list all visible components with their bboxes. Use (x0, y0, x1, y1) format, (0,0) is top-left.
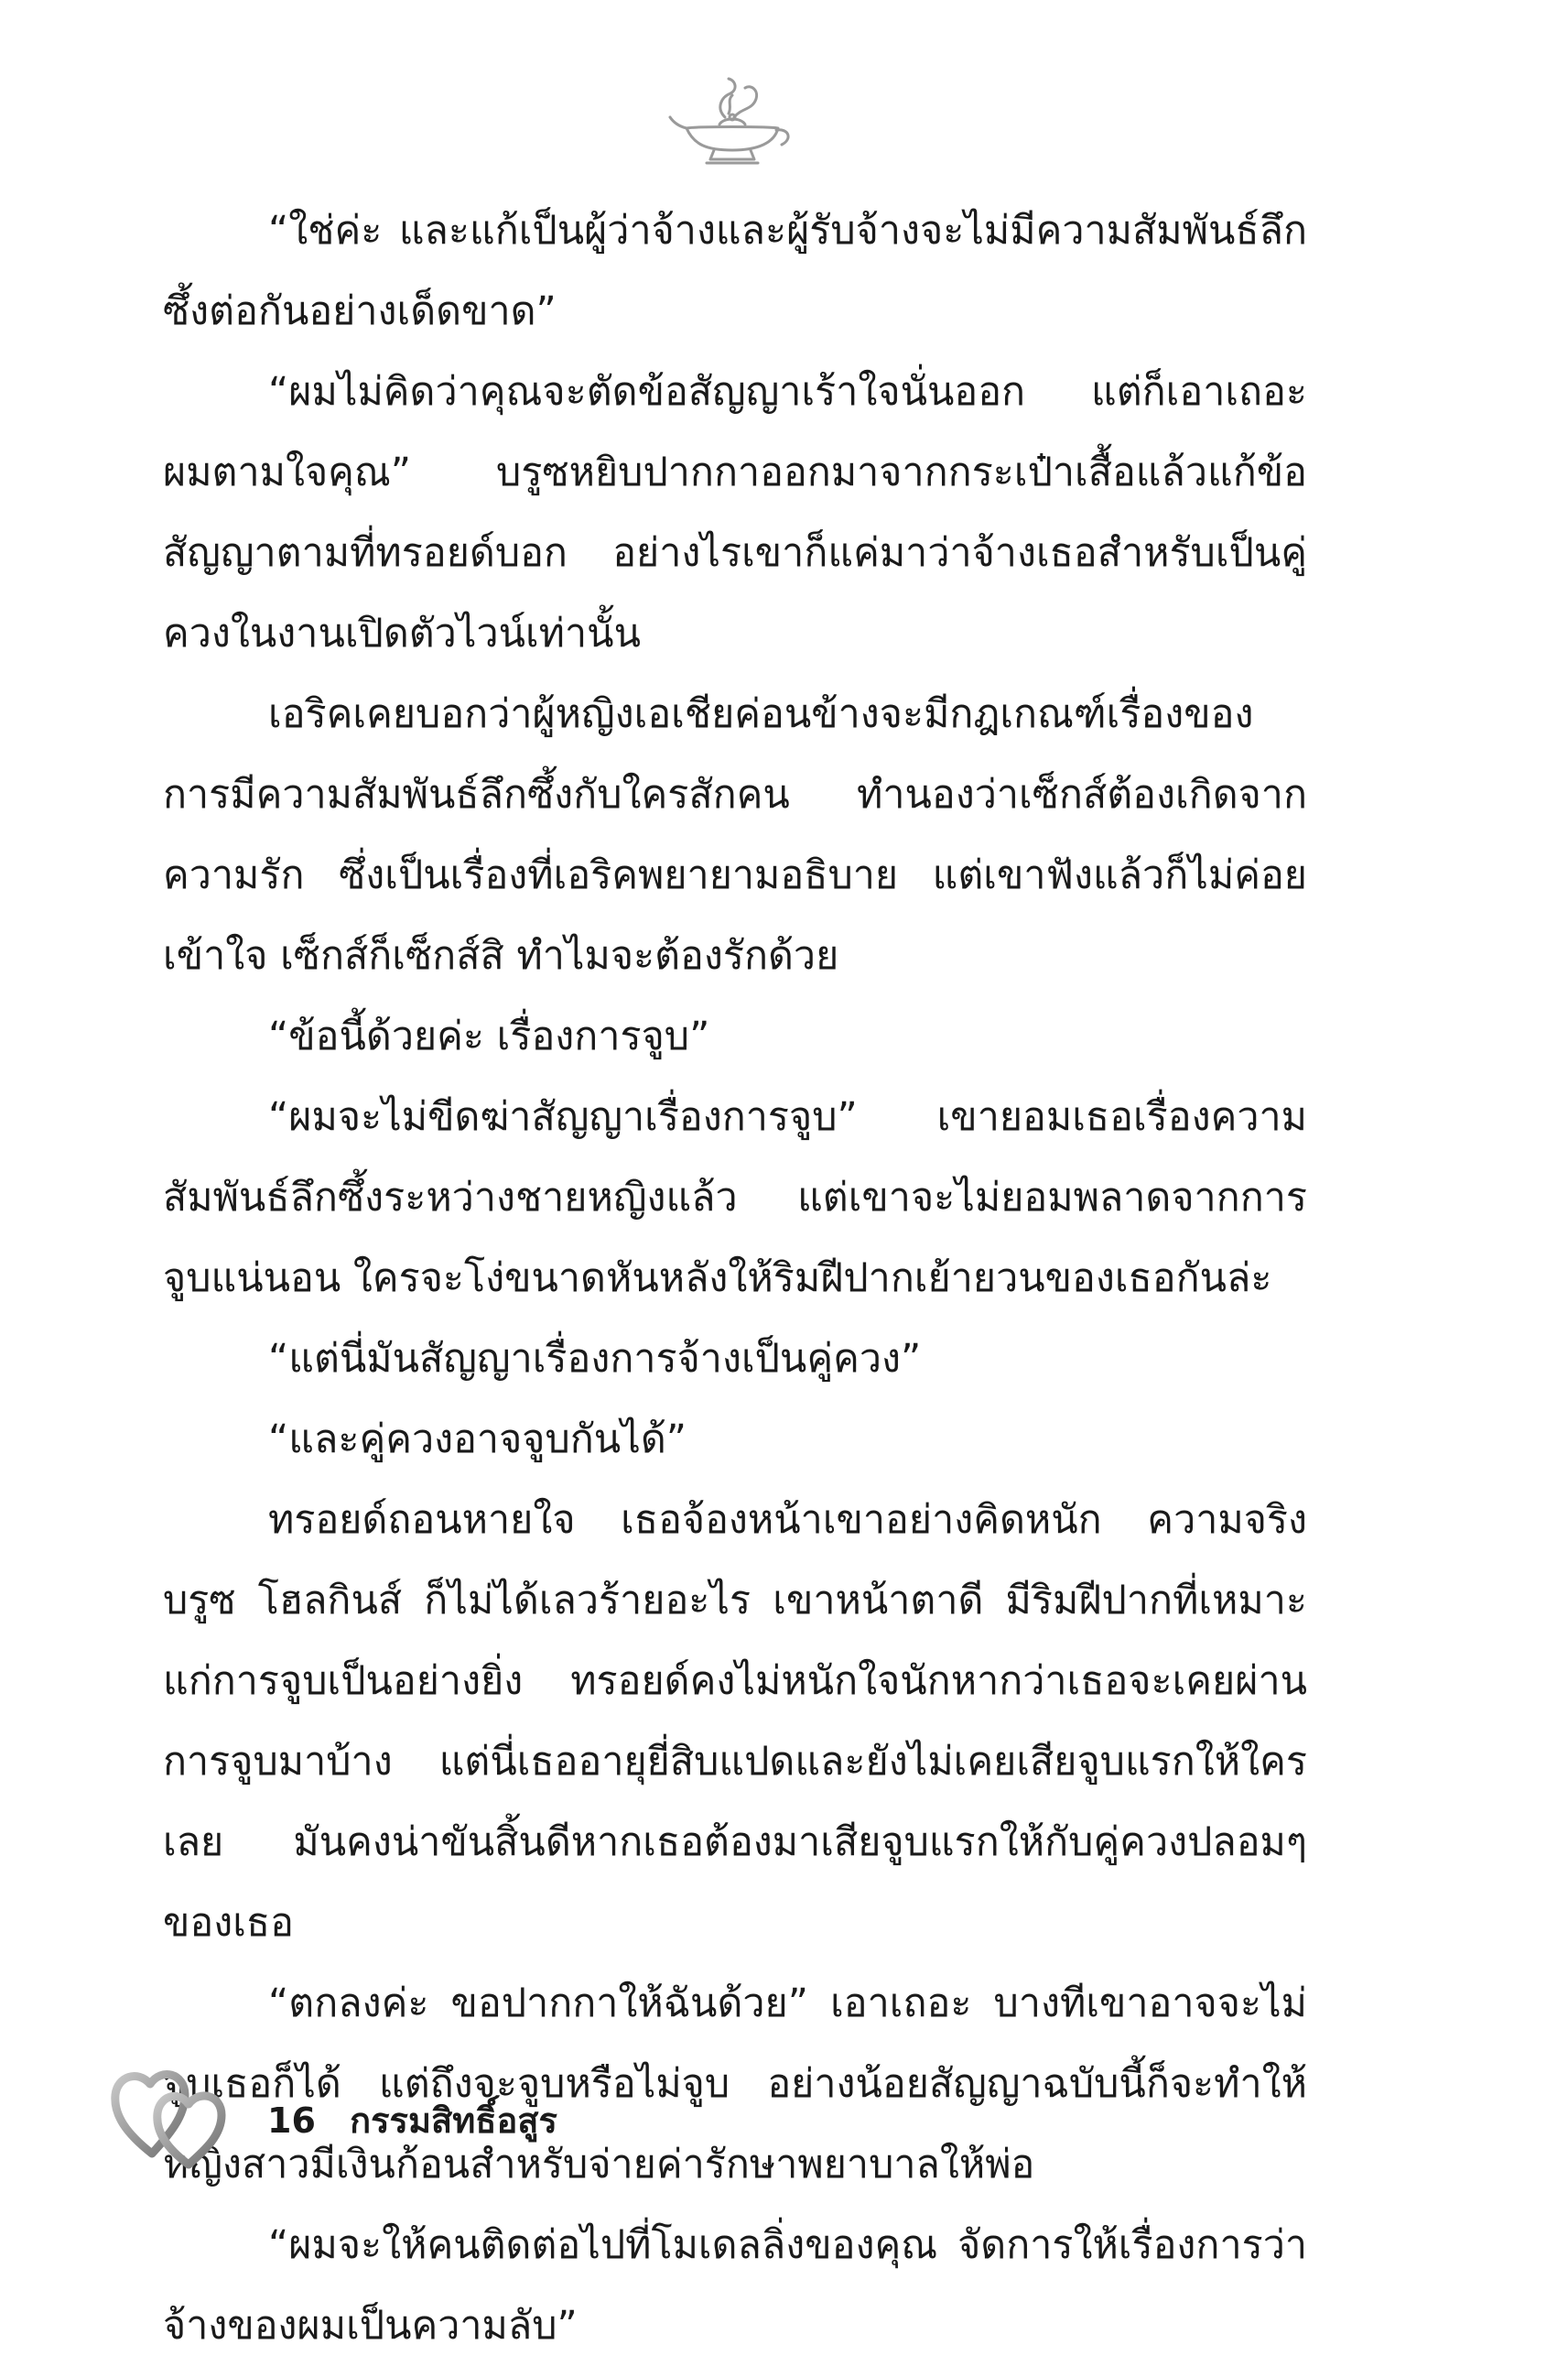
paragraph: “ตกลงค่ะ ขอปากกาให้ฉันด้วย” เอาเถอะ บางทีเขาอาจจะไม่จูบเธอก็ได้ แต่ถึงจะจูบหรือไม่จูบ อย่างน้อยสัญญาฉบับนี้ก็จะทำให้หญิงสาวมีเงินก้อนสำหรับจ่ายค่ารักษาพยาบาลให้พ่อ (163, 1981, 1307, 2187)
genie-lamp-icon (668, 71, 796, 172)
paragraph: “แต่นี่มันสัญญาเรื่องการจ้างเป็นคู่ควง” (268, 1336, 922, 1382)
double-heart-icon (108, 2053, 236, 2172)
page-footer (267, 2092, 557, 2148)
paragraph: ทรอยด์ถอนหายใจ เธอจ้องหน้าเขาอย่างคิดหนัก ความจริง บรูซ โฮลกินส์ ก็ไม่ได้เลวร้ายอะไร เขาหน้าตาดี มีริมฝีปากที่เหมาะแก่การจูบเป็นอย่างยิ่ง ทรอยด์คงไม่หนักใจนักหากว่าเธอจะเคยผ่านการจูบมาบ้าง แต่นี่เธออายุยี่สิบแปดและยังไม่เคยเสียจูบแรกให้ใครเลย มันคงน่าขันสิ้นดีหากเธอต้องมาเสียจูบแรกให้กับคู่ควงปลอมๆ ของเธอ (163, 1497, 1307, 1946)
paragraph: “ผมจะให้คนติดต่อไปที่โมเดลลิ่งของคุณ จัดการให้เรื่องการว่าจ้างของผมเป็นความลับ” (163, 2222, 1307, 2349)
body-text (163, 190, 1307, 2366)
paragraph: “ใช่ค่ะ และแก้เป็นผู้ว่าจ้างและผู้รับจ้างจะไม่มีความสัมพันธ์ลึกซึ้งต่อกันอย่างเด็ดขาด” (163, 208, 1307, 334)
paragraph: “และคู่ควงอาจจูบกันได้” (268, 1416, 687, 1462)
paragraph: เอริคเคยบอกว่าผู้หญิงเอเชียค่อนข้างจะมีกฎเกณฑ์เรื่องของการมีความสัมพันธ์ลึกซึ้งกับใครสักคน ทำนองว่าเซ็กส์ต้องเกิดจากความรัก ซึ่งเป็นเรื่องที่เอริคพยายามอธิบาย แต่เขาฟังแล้วก็ไม่ค่อยเข้าใจ เซ็กส์ก็เซ็กส์สิ ทำไมจะต้องรักด้วย (163, 691, 1307, 979)
page-number: 16 (267, 2100, 316, 2141)
book-title: กรรมสิทธิ์อสูร (350, 2100, 557, 2141)
paragraph: “ข้อนี้ด้วยค่ะ เรื่องการจูบ” (268, 1014, 710, 1059)
paragraph: “ผมไม่คิดว่าคุณจะตัดข้อสัญญาเร้าใจนั่นออก แต่ก็เอาเถอะ ผมตามใจคุณ” บรูซหยิบปากกาออกมาจากกระเป๋าเสื้อแล้วแก้ข้อสัญญาตามที่ทรอยด์บอก อย่างไรเขาก็แค่มาว่าจ้างเธอสำหรับเป็นคู่ควงในงานเปิดตัวไวน์เท่านั้น (163, 369, 1307, 657)
paragraph: “ผมจะไม่ขีดฆ่าสัญญาเรื่องการจูบ” เขายอมเธอเรื่องความสัมพันธ์ลึกซึ้งระหว่างชายหญิงแล้ว แต่เขาจะไม่ยอมพลาดจากการจูบแน่นอน ใครจะโง่ขนาดหันหลังให้ริมฝีปากเย้ายวนของเธอกันล่ะ (163, 1094, 1307, 1301)
